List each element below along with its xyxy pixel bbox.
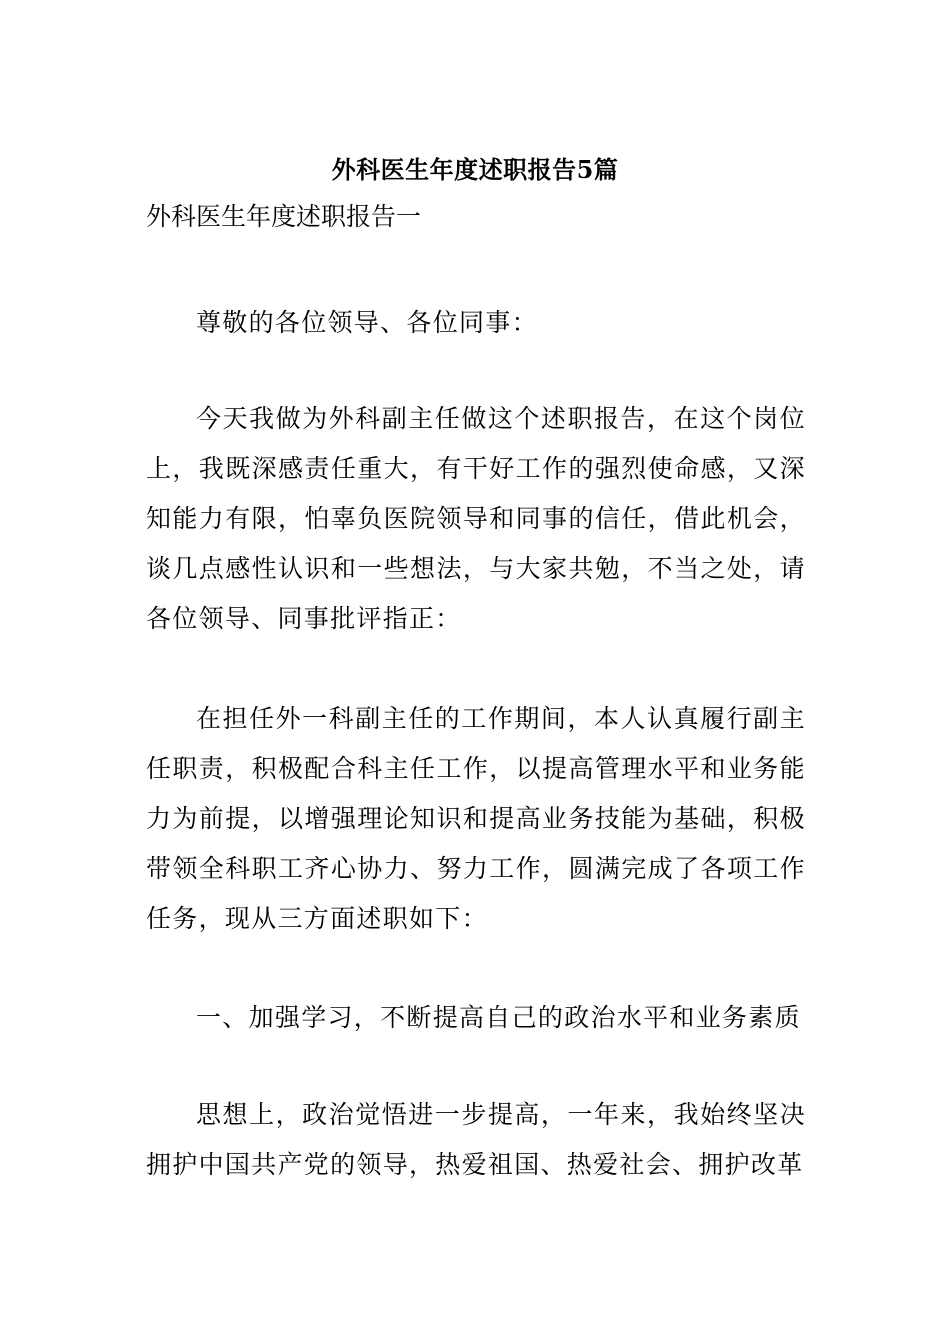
thought-paragraph: 思想上，政治觉悟进一步提高，一年来，我始终坚决拥护中国共产党的领导，热爱祖国、热爱社会、拥护改革: [146, 1100, 806, 1179]
document-title: 外科医生年度述职报告5篇: [331, 155, 619, 184]
intro-paragraph: 今天我做为外科副主任做这个述职报告，在这个岗位上，我既深感责任重大，有干好工作的强烈使命感，又深知能力有限，怕辜负医院领导和同事的信任，借此机会，谈几点感性认识和一些想法，与大家共勉，不当之处，请各位领导、同事批评指正：: [146, 404, 806, 633]
section-heading: 一、加强学习，不断提高自己的政治水平和业务素质: [196, 1003, 801, 1032]
duty-paragraph: 在担任外一科副主任的工作期间，本人认真履行副主任职责，积极配合科主任工作，以提高管理水平和业务能力为前提，以增强理论知识和提高业务技能为基础，积极带领全科职工齐心协力、努力工作，圆满完成了各项工作任务，现从三方面述职如下：: [146, 704, 806, 933]
greeting-paragraph: 尊敬的各位领导、各位同事：: [196, 308, 538, 337]
report-subtitle: 外科医生年度述职报告一: [146, 202, 422, 231]
